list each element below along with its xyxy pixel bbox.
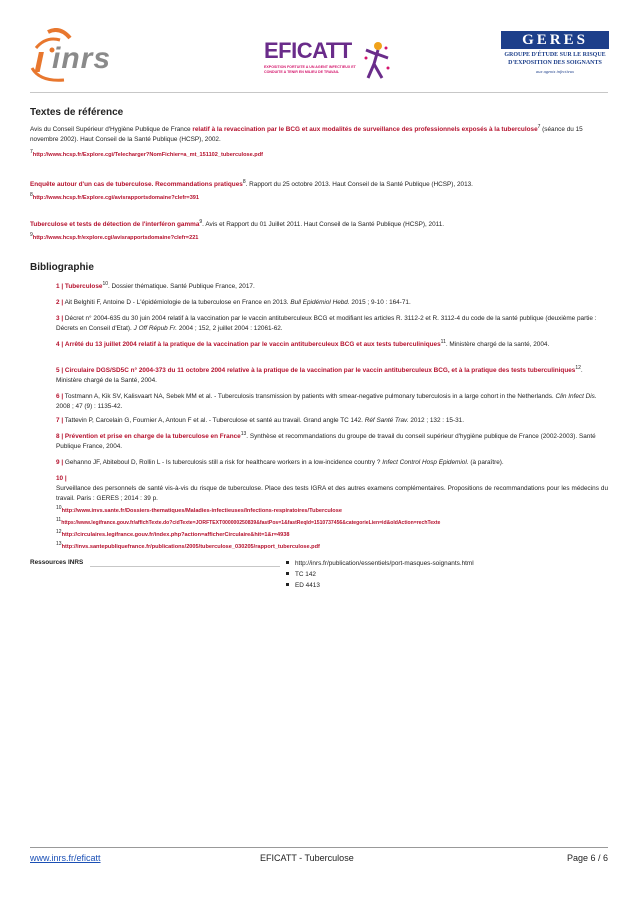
geres-tagline-3: aux agents infectieux [536, 69, 574, 74]
bib-item-8-link[interactable]: Prévention et prise en charge de la tuberculose en France [64, 433, 241, 440]
header-divider [30, 92, 608, 93]
bib-item-10-number: 10 | [56, 475, 67, 482]
bib-url-10[interactable]: $^{10}$http://www.invs.sante.fr/Dossiers-thematiques/Maladies-infectieuses/Infections-respiratoires/Tuberculose [56, 505, 342, 514]
bibliographie-heading: Bibliographie [30, 262, 94, 273]
ressources-label: Ressources INRS [30, 559, 84, 566]
bib-item-1-link[interactable]: Tuberculose [64, 283, 103, 290]
inrs-logo [30, 28, 140, 84]
bib-item-9: 9 | Gehanno JF, Abiteboul D, Rollin L - Is tuberculosis still a risk for healthcare workers in a low-incidence country ? Infect Control Hosp Epidemiol. (à paraître). [56, 459, 504, 466]
footer-page-number: Page 6 / 6 [566, 853, 608, 863]
bib-item-3: 3 | Décret n° 2004-635 du 30 juin 2004 relatif à la vaccination par le vaccin antituberculeux BCG et modifiant les articles R. 3112-2 et R. 3112-4 du code de la santé publique (deuxième partie : Décrets en Conseil d'Etat). J Off Répub Fr. 2004 ; 152, 2 juillet 2004 : 12061-62. [56, 315, 597, 332]
texte-ref-3: Tuberculose et tests de détection de l'interféron gamma$^9$. Avis et Rapport du 01 Juillet 2011. Haut Conseil de la Santé Publique (HCSP), 2011. [30, 219, 445, 228]
eficatt-tagline: EXPOSITION FORTUITE A UN AGENT INFECTIEUX ET CONDUITE A TENIR EN MILIEU DE TRAVAIL [264, 65, 356, 74]
ressources-item-1[interactable]: http://inrs.fr/publication/essentiels/port-masques-soignants.html [286, 559, 474, 569]
eficatt-logo-text: EFICATT [264, 38, 352, 63]
texte-ref-2-url[interactable]: $^8$http://www.hcsp.fr/Explore.cgi/avisrapportsdomaine?clefr=391 [30, 192, 200, 201]
texte-ref-3-url[interactable]: $^9$http://www.hcsp.fr/explore.cgi/avisrapportsdomaine?clefr=221 [30, 232, 199, 241]
bullet-icon [286, 572, 289, 575]
bullet-icon [286, 561, 289, 564]
bib-url-11[interactable]: $^{11}$https://www.legifrance.gouv.fr/affichTexte.do?cidTexte=JORFTEXT000000250839&fastPos=1&fastReqId=1510737456&categorieLien=id&oldAction=rechTexte [56, 517, 441, 526]
bib-item-6: 6 | Tostmann A, Kik SV, Kalisvaart NA, Sebek MM et al. - Tuberculosis transmission by patients with smear-negative pulmonary tuberculosis in a large cohort in the Netherlands. Clin Infect Dis. 2008 ; 47 (9) : 1135-42. [56, 393, 597, 410]
bib-url-13[interactable]: $^{13}$http://invs.santepubliquefrance.fr/publications/2005/tuberculose_030205/rapport_tuberculose.pdf [56, 541, 320, 550]
texte-ref-1: Avis du Conseil Supérieur d'Hygiène Publique de France relatif à la revaccination par le BCG et aux modalités de surveillance des professionnels exposés à la tuberculose$^7$ (séance du 15 novembre 2002). Haut Conseil de la Santé Publique (HCSP), 2002. [30, 124, 583, 143]
eficatt-figure-icon [358, 40, 392, 80]
geres-tagline-2: D'EXPOSITION DES SOIGNANTS [508, 60, 602, 66]
texte-ref-2: Enquête autour d'un cas de tuberculose. Recommandations pratiques$^8$. Rapport du 25 octobre 2013. Haut Conseil de la Santé Publique (HCSP), 2013. [30, 179, 473, 188]
bib-item-5: 5 | Circulaire DGS/SD5C n° 2004-373 du 11 octobre 2004 relative à la pratique de la vaccination par le vaccin antituberculeux BCG, et à la pratique des tests tuberculiniques$^{12}$. Ministère chargé de la Santé, 2004. [56, 365, 583, 384]
bib-item-5-link[interactable]: Circulaire DGS/SD5C n° 2004-373 du 11 octobre 2004 relative à la pratique de la vaccination par le vaccin antituberculeux BCG, et à la pratique des tests tuberculiniques [64, 367, 576, 374]
ressources-item-3[interactable]: ED 4413 [286, 581, 320, 591]
bib-item-4: 4 | Arrêté du 13 juillet 2004 relatif à la pratique de la vaccination par le vaccin antituberculeux BCG et aux tests tuberculiniques$^{11}$. Ministère chargé de la santé, 2004. [56, 339, 550, 348]
eficatt-logo [262, 38, 392, 84]
inrs-logo-text: inrs [52, 42, 112, 75]
bib-item-7: 7 | Tattevin P, Carcelain G, Fournier A, Antoun F et al. - Tuberculose et santé au travail. Grand angle TC 142. Réf Santé Trav. 2012 ; 132 : 15-31. [56, 417, 464, 424]
texte-ref-2-link[interactable]: Enquête autour d'un cas de tuberculose. Recommandations pratiques [30, 181, 243, 188]
texte-ref-1-link[interactable]: relatif à la revaccination par le BCG et aux modalités de surveillance des professionnels exposés à la tuberculose [192, 126, 538, 133]
geres-logo [501, 31, 609, 87]
footer-url[interactable]: www.inrs.fr/eficatt [30, 853, 101, 863]
geres-logo-text: GERES [501, 31, 609, 49]
bib-item-4-link[interactable]: Arrêté du 13 juillet 2004 relatif à la pratique de la vaccination par le vaccin antituberculeux BCG et aux tests tuberculiniques [64, 341, 441, 348]
bullet-icon [286, 583, 289, 586]
bib-item-8: 8 | Prévention et prise en charge de la tuberculose en France$^{13}$. Synthèse et recommandations du groupe de travail du conseil supérieur d'hygiène publique de France (2002-2003). Santé Publique France, 2004. [56, 431, 596, 450]
texte-ref-1-url[interactable]: $^7$http://www.hcsp.fr/Explore.cgi/Telecharger?NomFichier=a_mt_151102_tuberculose.pdf [30, 149, 263, 158]
ressources-divider [90, 566, 280, 567]
geres-tagline-1: GROUPE D'ÉTUDE SUR LE RISQUE [504, 52, 606, 58]
footer-divider [30, 847, 608, 848]
bib-url-12[interactable]: $^{12}$http://circulaires.legifrance.gouv.fr/index.php?action=afficherCirculaire&hit=1&r=4938 [56, 529, 290, 538]
textes-heading: Textes de référence [30, 107, 124, 118]
bib-item-2: 2 | Ait Belghiti F, Antoine D - L'épidémiologie de la tuberculose en France en 2013. Bull Epidémiol Hebd. 2015 ; 9-10 : 164-71. [56, 299, 411, 306]
texte-ref-3-link[interactable]: Tuberculose et tests de détection de l'interféron gamma [30, 221, 200, 228]
bib-item-10: Surveillance des personnels de santé vis-à-vis du risque de tuberculose. Place des tests IGRA et des autres examens complémentaires. Propositions de recommandations pour les médecins du travail. Paris : GERES ; 2014 : 39 p. [56, 485, 608, 502]
ressources-item-2[interactable]: TC 142 [286, 570, 316, 580]
bib-item-1: 1 | Tuberculose$^{10}$. Dossier thématique. Santé Publique France, 2017. [56, 281, 255, 290]
footer-center-title: EFICATT - Tuberculose [260, 853, 354, 863]
